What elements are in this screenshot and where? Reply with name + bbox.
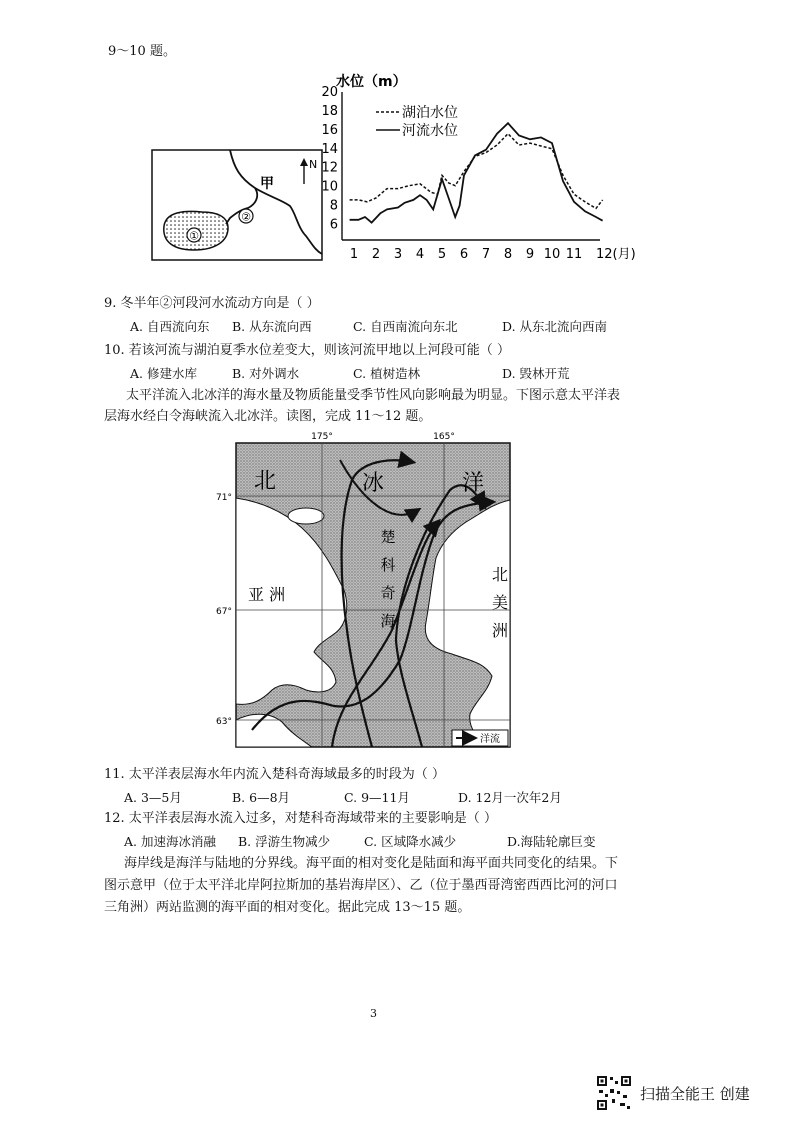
y-tick-label: 8 xyxy=(329,198,338,214)
map-label-bing: 冰 xyxy=(362,471,385,496)
map-label-yang: 洋 xyxy=(462,471,485,496)
label-2: ② xyxy=(241,210,251,224)
bering-strait-map xyxy=(216,430,512,760)
x-tick-label: 2 xyxy=(371,247,381,262)
lat-label-67: 67° xyxy=(216,607,232,617)
y-tick-label: 18 xyxy=(321,103,338,119)
island xyxy=(288,508,324,524)
map-label-na-2: 美 xyxy=(491,593,509,612)
y-tick-label: 16 xyxy=(321,122,338,138)
x-tick-label: 11 xyxy=(565,247,583,262)
q9-option-b: B. 从东流向西 xyxy=(232,319,312,334)
water-level-chart xyxy=(321,72,636,272)
q11-option-a: A. 3—5月 xyxy=(124,790,182,805)
x-tick-label: 6 xyxy=(459,247,469,262)
q11-option-b: B. 6—8月 xyxy=(232,790,291,805)
q10-option-d: D. 毁林开荒 xyxy=(502,366,570,381)
legend-label-0: 湖泊水位 xyxy=(402,105,458,121)
chart-series xyxy=(350,123,603,222)
x-tick-label: 4 xyxy=(415,247,425,262)
map-label-sea-3: 奇 xyxy=(380,584,396,602)
lat-label-63: 63° xyxy=(216,717,232,727)
y-tick-label: 12 xyxy=(321,160,338,176)
map-label-asia: 亚 洲 xyxy=(248,585,286,604)
series-line-lake xyxy=(350,134,603,209)
q12-option-a: A. 加速海冰消融 xyxy=(124,834,216,849)
y-tick-label: 20 xyxy=(321,85,338,100)
passage-13-15-line1: 海岸线是海洋与陆地的分界线。海平面的相对变化是陆面和海平面共同变化的结果。下 xyxy=(124,856,619,871)
lon-label-165: 165° xyxy=(433,432,455,442)
q12-option-c: C. 区域降水减少 xyxy=(364,834,457,849)
y-tick-label: 14 xyxy=(321,141,338,157)
q9-stem: 9. 冬半年②河段河水流动方向是（ ） xyxy=(104,296,320,311)
map-label-bei: 北 xyxy=(254,469,277,494)
qr-code-icon xyxy=(596,1075,632,1111)
x-tick-label: 8 xyxy=(503,247,513,262)
x-tick-label: 5 xyxy=(437,247,447,262)
q9-option-a: A. 自西流向东 xyxy=(130,319,210,334)
x-tick-label: 12(月) xyxy=(596,247,636,262)
map-label-sea-4: 海 xyxy=(380,612,396,630)
q10-option-b: B. 对外调水 xyxy=(232,366,300,381)
passage-11-12-line2: 层海水经白令海峡流入北冰洋。读图，完成 11～12 题。 xyxy=(104,409,432,424)
page-number: 3 xyxy=(370,1007,377,1020)
q9-option-c: C. 自西南流向东北 xyxy=(353,319,458,334)
series-line-river xyxy=(350,123,603,222)
river-lake-sketch-map xyxy=(150,148,325,263)
q11-option-d: D. 12月一次年2月 xyxy=(458,790,562,805)
map-label-na-1: 北 xyxy=(491,565,509,584)
chart-ylabel: 水位（m） xyxy=(336,74,407,90)
label-jia: 甲 xyxy=(260,176,274,192)
map-label-na-3: 洲 xyxy=(491,621,509,640)
chart-axes xyxy=(321,85,635,262)
map-label-sea-1: 楚 xyxy=(380,528,396,546)
intro-tail: 9～10 题。 xyxy=(108,44,176,59)
q10-option-a: A. 修建水库 xyxy=(130,366,197,381)
lat-label-71: 71° xyxy=(216,493,232,503)
q12-stem: 12. 太平洋表层海水流入过多，对楚科奇海域带来的主要影响是（ ） xyxy=(104,811,497,826)
q10-option-c: C. 植树造林 xyxy=(353,366,421,381)
y-tick-label: 6 xyxy=(329,217,338,233)
y-tick-label: 10 xyxy=(321,179,338,195)
lon-label-175: 175° xyxy=(311,432,333,442)
x-tick-label: 3 xyxy=(393,247,403,262)
q12-option-d: D.海陆轮廓巨变 xyxy=(507,834,596,849)
q9-option-d: D. 从东北流向西南 xyxy=(502,319,608,334)
passage-13-15-line2: 图示意甲（位于太平洋北岸阿拉斯加的基岩海岸区）、乙（位于墨西哥湾密西西比河的河口 xyxy=(104,878,618,893)
north-label: N xyxy=(309,158,318,171)
q12-option-b: B. 浮游生物减少 xyxy=(238,834,331,849)
q11-option-c: C. 9—11月 xyxy=(344,790,410,805)
x-tick-label: 1 xyxy=(349,247,359,262)
chart-legend xyxy=(376,104,458,139)
map-legend-label: 洋流 xyxy=(480,734,500,745)
x-tick-label: 10 xyxy=(543,247,561,262)
passage-13-15-line3: 三角洲）两站监测的海平面的相对变化。据此完成 13～15 题。 xyxy=(104,900,471,915)
q10-stem: 10. 若该河流与湖泊夏季水位差变大，则该河流甲地以上河段可能（ ） xyxy=(104,343,510,358)
legend-label-1: 河流水位 xyxy=(402,123,458,139)
x-tick-label: 7 xyxy=(481,247,491,262)
label-1: ① xyxy=(189,229,199,243)
scanner-credit: 扫描全能王 创建 xyxy=(640,1085,750,1103)
x-tick-label: 9 xyxy=(525,247,535,262)
map-label-sea-2: 科 xyxy=(380,556,396,574)
q11-stem: 11. 太平洋表层海水年内流入楚科奇海域最多的时段为（ ） xyxy=(104,767,445,782)
passage-11-12-line1: 太平洋流入北冰洋的海水量及物质能量受季节性风向影响最为明显。下图示意太平洋表 xyxy=(126,388,621,403)
